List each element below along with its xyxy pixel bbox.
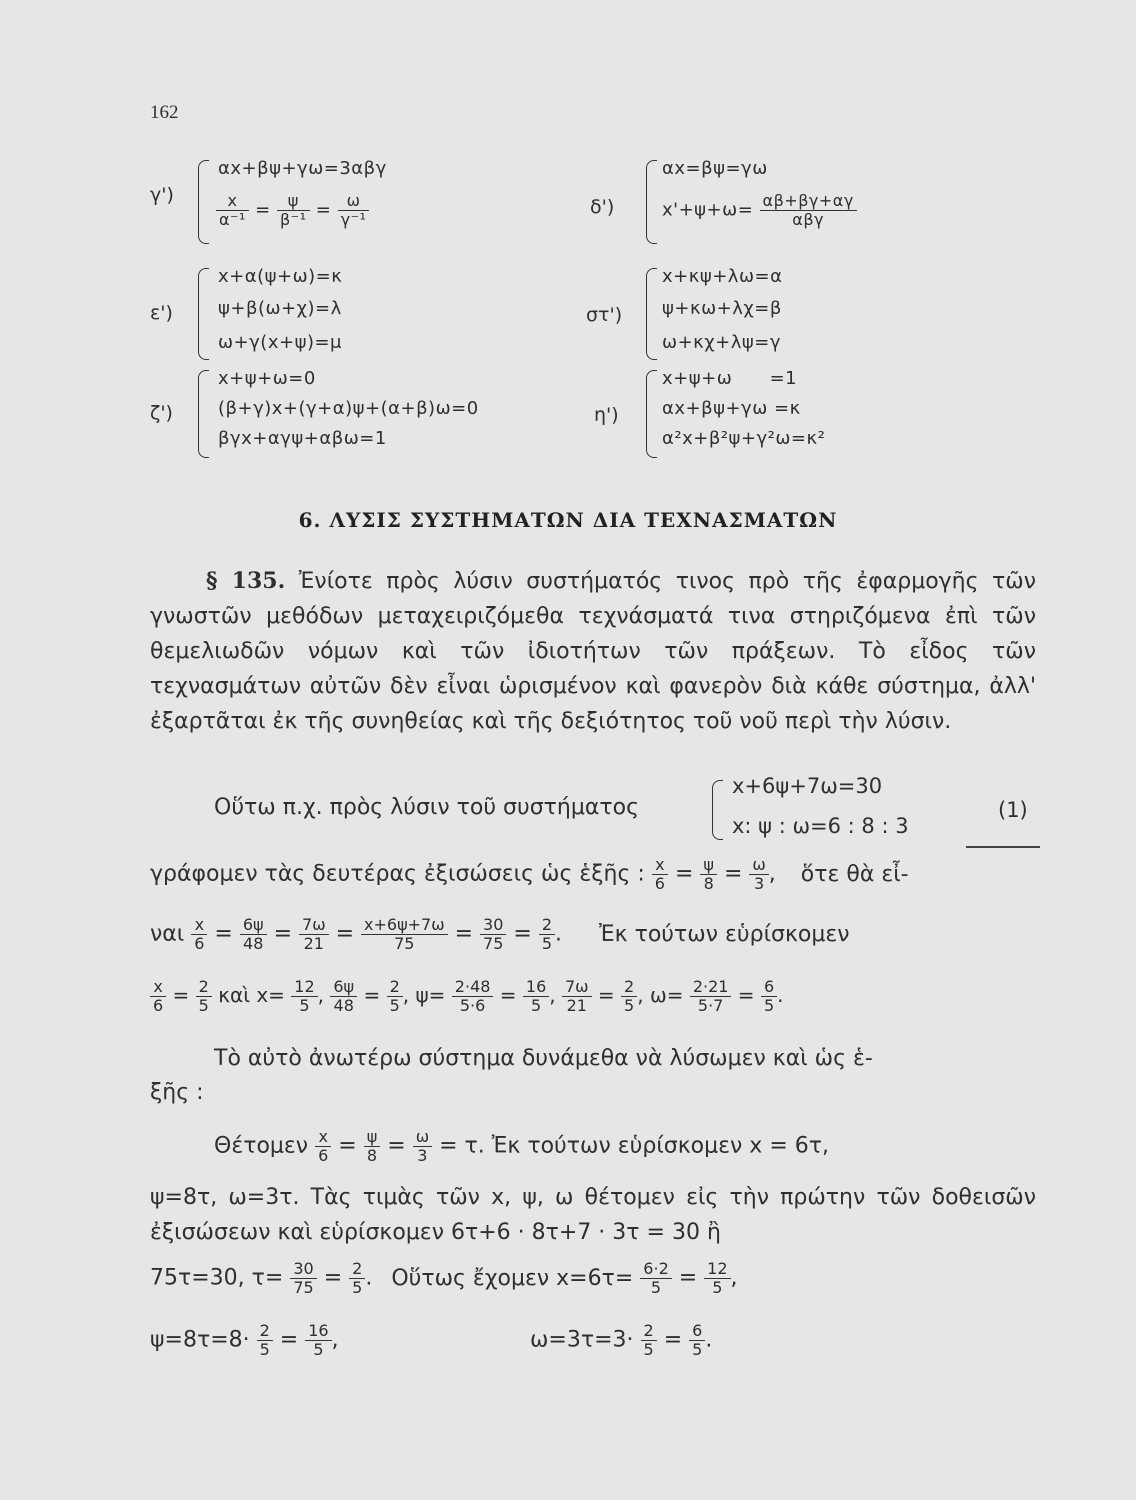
system-delta-line1: αx=βψ=γω bbox=[662, 158, 768, 179]
line-final-psi: ψ=8τ=8· $\frac{2}{5}$ = $\frac{16}{5}$ , bbox=[150, 1321, 339, 1359]
system-label-stigma: στ') bbox=[586, 304, 623, 326]
system-epsilon-line3: ω+γ(x+ψ)=μ bbox=[218, 332, 342, 353]
example-underline bbox=[966, 846, 1040, 848]
page-number: 162 bbox=[150, 102, 179, 123]
paragraph-intro-text: Ἐνίοτε πρὸς λύσιν συστήματός τινος πρὸ τῆς ἐφαρμογῆς τῶν γνωστῶν μεθόδων μεταχειριζόμεθα τεχνάσματά τινα στηριζόμενα ἐπὶ τῶν θεμελιωδῶν νόμων καὶ τῶν ἰδιοτήτων τῶν πράξεων. Τὸ εἶδος τῶν τεχνασμάτων αὐτῶν δὲν εἶναι ὡρισμένον καὶ φανερὸν διὰ κάθε σύστημα, ἀλλ' ἐξαρτᾶται ἐκ τῆς συνηθείας καὶ τῆς δεξιότητος τοῦ νοῦ περὶ τὴν λύσιν. bbox=[150, 569, 1036, 734]
system-stigma-line2: ψ+κω+λχ=β bbox=[662, 298, 782, 319]
example-eq1: x+6ψ+7ω=30 bbox=[732, 774, 883, 798]
brace-gamma bbox=[198, 160, 209, 244]
line-thetomen: Θέτομεν $\frac{x}{6}$ = $\frac{\psi}{8}$ = $\frac{\omega}{3}$ = τ. Ἐκ τούτων εὑρίσκομεν x = 6τ, bbox=[214, 1127, 829, 1165]
paragraph-intro bbox=[150, 564, 1036, 739]
system-label-delta: δ') bbox=[590, 196, 615, 218]
example-tag: (1) bbox=[998, 798, 1028, 822]
line-75tau: 75τ=30, τ= $\frac{30}{75}$ = $\frac{2}{5}$ . Οὕτως ἔχομεν x=6τ= $\frac{6\cdot 2}{5}$ = $\frac{12}{5}$ , bbox=[150, 1259, 738, 1297]
system-zeta-line2: (β+γ)x+(γ+α)ψ+(α+β)ω=0 bbox=[218, 398, 479, 419]
system-delta-line2: x'+ψ+ω= $\frac{\alpha\beta+\beta\gamma+\alpha\gamma}{\text{αβγ}}$ bbox=[662, 192, 857, 229]
section-mark: § 135. bbox=[206, 568, 286, 594]
system-epsilon-line1: x+α(ψ+ω)=κ bbox=[218, 266, 343, 287]
system-eta-line3: α²x+β²ψ+γ²ω=κ² bbox=[662, 428, 826, 449]
brace-stigma bbox=[646, 268, 657, 360]
system-stigma-line3: ω+κχ+λψ=γ bbox=[662, 332, 782, 353]
system-gamma-line1: αx+βψ+γω=3αβγ bbox=[218, 158, 387, 179]
system-stigma-line1: x+κψ+λω=α bbox=[662, 266, 783, 287]
system-eta-line2: αx+βψ+γω =κ bbox=[662, 398, 801, 419]
system-epsilon-line2: ψ+β(ω+χ)=λ bbox=[218, 298, 342, 319]
brace-example bbox=[712, 780, 723, 840]
paragraph-alt: Τὸ αὐτὸ ἀνωτέρω σύστημα δυνάμεθα νὰ λύσωμεν καὶ ὡς ἑ- bbox=[214, 1046, 873, 1071]
system-zeta-line1: x+ψ+ω=0 bbox=[218, 368, 316, 389]
system-gamma-line2: $\frac{x}{\text{α⁻¹}}$ = $\frac{\psi}{\text{β⁻¹}}$ = $\frac{\omega}{\text{γ⁻¹}}$ bbox=[216, 192, 369, 229]
line-results: $\frac{x}{6}$ = $\frac{2}{5}$ καὶ x= $\frac{12}{5}$ , $\frac{6\psi}{48}$ = $\frac{2}{5}$ , ψ= $\frac{2\cdot 48}{5\cdot 6}$ = $\frac{16}{5}$ , $\frac{7\omega}{21}$ = $\frac{2}{5}$ , ω= $\frac{2\cdot 21}{5\cdot 7}$ = $\frac{6}{5}$ . bbox=[150, 978, 783, 1015]
example-intro: Οὕτω π.χ. πρὸς λύσιν τοῦ συστήματος bbox=[214, 795, 639, 820]
system-label-gamma: γ') bbox=[150, 184, 174, 206]
system-label-eta: η') bbox=[594, 404, 619, 426]
paragraph-substitution: ψ=8τ, ω=3τ. Τὰς τιμὰς τῶν x, ψ, ω θέτομεν εἰς τὴν πρώτην τῶν δοθεισῶν ἐξισώσεων καὶ εὑρίσκομεν 6τ+6 · 8τ+7 · 3τ = 30 ἢ bbox=[150, 1185, 1036, 1245]
brace-eta bbox=[646, 370, 657, 458]
brace-zeta bbox=[198, 370, 209, 458]
line-final-omega: ω=3τ=3· $\frac{2}{5}$ = $\frac{6}{5}$ . bbox=[530, 1321, 713, 1359]
system-label-zeta: ζ') bbox=[150, 402, 173, 424]
section-heading: 6. ΛΥΣΙΣ ΣΥΣΤΗΜΑΤΩΝ ΔΙΑ ΤΕΧΝΑΣΜΑΤΩΝ bbox=[298, 508, 838, 532]
system-label-epsilon: ε') bbox=[150, 302, 173, 324]
example-eq2: x: ψ : ω=6 : 8 : 3 bbox=[732, 814, 909, 838]
brace-epsilon bbox=[198, 268, 209, 360]
line-nai: ναι $\frac{x}{6}$ = $\frac{6\psi}{48}$ = $\frac{7\omega}{21}$ = $\frac{x+6\psi+7\omega}{75}$ = $\frac{30}{75}$ = $\frac{2}{5}$ . Ἐκ τούτων εὑρίσκομεν bbox=[150, 915, 850, 953]
line-grafomen: γράφομεν τὰς δευτέρας ἐξισώσεις ὡς ἑξῆς : $\frac{x}{6}$ = $\frac{\psi}{8}$ = $\frac{\omega}{3}$ , ὅτε θὰ εἶ- bbox=[150, 855, 909, 893]
brace-delta bbox=[646, 160, 657, 244]
paragraph-alt-end: ξῆς : bbox=[150, 1080, 204, 1105]
system-eta-line1: x+ψ+ω =1 bbox=[662, 368, 798, 389]
system-zeta-line3: βγx+αγψ+αβω=1 bbox=[218, 428, 387, 449]
